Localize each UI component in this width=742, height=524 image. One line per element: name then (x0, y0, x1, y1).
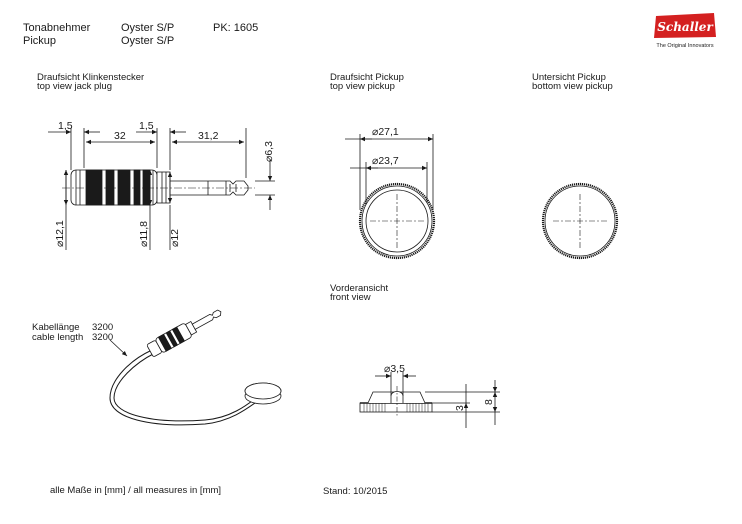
cable-label-en: cable length (32, 332, 84, 343)
header-pk: PK: 1605 (213, 22, 259, 34)
dim-jack-body: ⌀12,1 (54, 220, 66, 247)
view-title-jack-de: Draufsicht Klinkenstecker (37, 72, 145, 83)
dim-jack-neck: ⌀12 (169, 228, 181, 247)
header-label-de: Tonabnehmer (23, 22, 91, 34)
dim-front-small: 3 (454, 405, 466, 411)
header-model-en: Oyster S/P (121, 35, 175, 47)
dim-jack-ring: ⌀11,8 (138, 221, 150, 247)
view-title-front-de: Vorderansicht (330, 283, 389, 294)
jack-plug-drawing (48, 128, 275, 250)
front-view-drawing (360, 372, 500, 428)
dim-jack-2: 32 (114, 130, 126, 142)
view-title-pickup-bottom-en: bottom view pickup (532, 81, 613, 92)
dim-front-hole: ⌀3,5 (384, 363, 405, 375)
dim-jack-4: 31,2 (198, 130, 219, 142)
header-label-en: Pickup (23, 35, 57, 47)
view-title-pickup-top-en: top view pickup (330, 81, 395, 92)
logo-tagline: The Original Innovators (656, 43, 714, 49)
cable-assembly-drawing (110, 305, 281, 425)
header-model-de: Oyster S/P (121, 22, 175, 34)
footer-stand: Stand: 10/2015 (323, 486, 388, 497)
dim-front-total: 8 (483, 399, 495, 405)
cable-value-en: 3200 (92, 332, 114, 343)
dim-pickup-inner: ⌀23,7 (372, 155, 399, 167)
cable-label-de: Kabellänge (32, 322, 80, 333)
dim-jack-3: 1,5 (139, 120, 154, 132)
cable-value-de: 3200 (92, 322, 114, 333)
dim-jack-tip: ⌀6,3 (263, 141, 275, 162)
dim-pickup-outer: ⌀27,1 (372, 126, 399, 138)
view-title-pickup-bottom-de: Untersicht Pickup (532, 72, 606, 83)
footer-units: alle Maße in [mm] / all measures in [mm] (50, 485, 222, 496)
view-title-front-en: front view (330, 292, 371, 303)
pickup-bottom-drawing (543, 184, 617, 258)
view-title-jack-en: top view jack plug (37, 81, 112, 92)
view-title-pickup-top-de: Draufsicht Pickup (330, 72, 404, 83)
logo-brand-text: Schaller (657, 20, 713, 34)
pickup-top-drawing (345, 134, 434, 258)
dim-jack-1: 1,5 (58, 120, 73, 132)
